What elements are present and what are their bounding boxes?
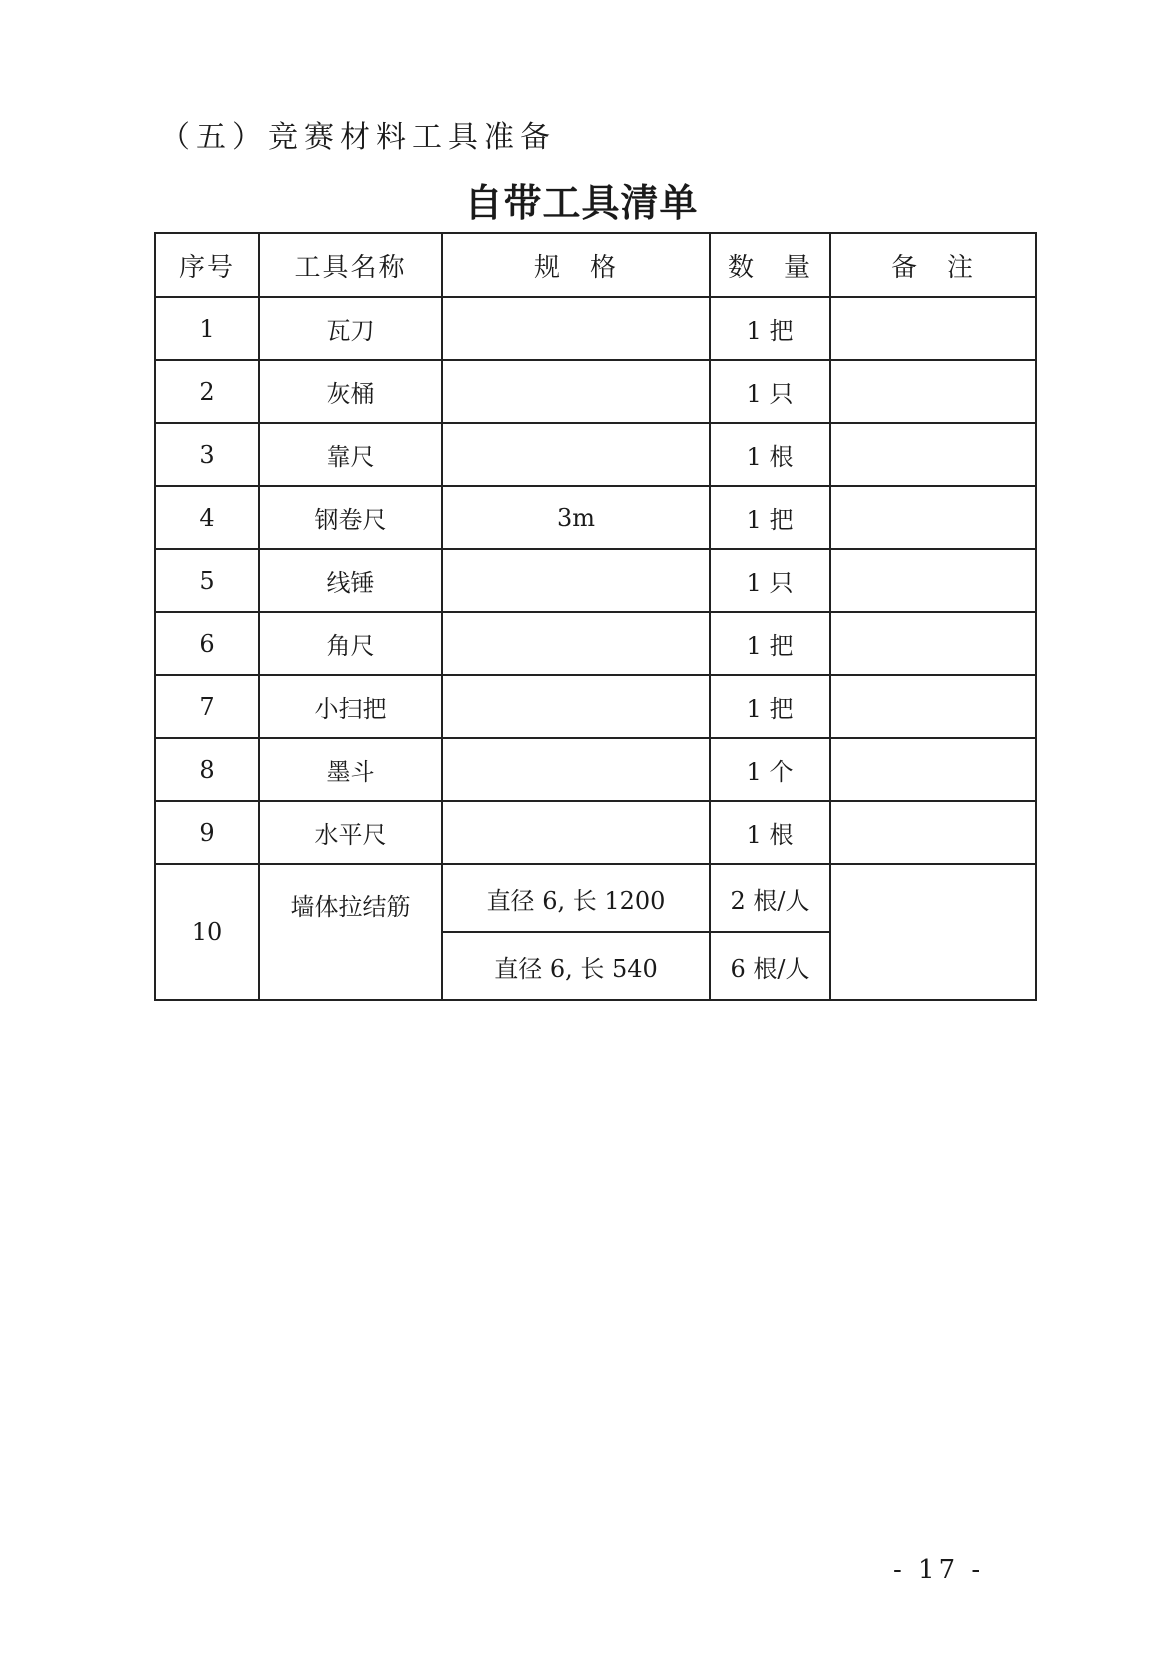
table-row	[155, 486, 1036, 549]
cell-quantity: 1 把	[710, 675, 830, 738]
table-title: 自带工具清单	[464, 181, 699, 225]
cell-tool-name: 靠尺	[259, 423, 442, 486]
cell-spec	[442, 675, 710, 738]
cell-number: 2	[155, 360, 259, 423]
cell-quantity: 6 根/人	[710, 932, 830, 1000]
cell-quantity: 1 根	[710, 801, 830, 864]
cell-spec	[442, 360, 710, 423]
cell-remark	[830, 360, 1036, 423]
cell-quantity: 1 只	[710, 360, 830, 423]
table-header-row	[155, 233, 1036, 297]
cell-quantity: 1 把	[710, 612, 830, 675]
cell-spec: 直径 6, 长 1200	[442, 864, 710, 932]
cell-number: 4	[155, 486, 259, 549]
cell-quantity: 1 根	[710, 423, 830, 486]
cell-tool-name: 墙体拉结筋	[259, 864, 442, 1000]
cell-number: 9	[155, 801, 259, 864]
cell-remark	[830, 675, 1036, 738]
cell-remark	[830, 486, 1036, 549]
header-quantity: 数 量	[710, 233, 830, 297]
cell-spec	[442, 801, 710, 864]
cell-spec: 3m	[442, 486, 710, 549]
table-row	[155, 801, 1036, 864]
table-row	[155, 864, 1036, 932]
cell-number: 7	[155, 675, 259, 738]
cell-number: 6	[155, 612, 259, 675]
header-remark: 备 注	[830, 233, 1036, 297]
cell-quantity: 2 根/人	[710, 864, 830, 932]
table-row	[155, 360, 1036, 423]
cell-remark	[830, 864, 1036, 1000]
cell-quantity: 1 只	[710, 549, 830, 612]
cell-number: 8	[155, 738, 259, 801]
table-row	[155, 675, 1036, 738]
cell-tool-name: 墨斗	[259, 738, 442, 801]
cell-quantity: 1 把	[710, 486, 830, 549]
cell-spec	[442, 423, 710, 486]
cell-spec	[442, 549, 710, 612]
cell-tool-name: 角尺	[259, 612, 442, 675]
cell-spec: 直径 6, 长 540	[442, 932, 710, 1000]
cell-remark	[830, 297, 1036, 360]
cell-tool-name: 小扫把	[259, 675, 442, 738]
table-row	[155, 612, 1036, 675]
header-number: 序号	[155, 233, 259, 297]
cell-spec	[442, 738, 710, 801]
cell-tool-name: 钢卷尺	[259, 486, 442, 549]
cell-spec	[442, 297, 710, 360]
table-row	[155, 738, 1036, 801]
cell-number: 1	[155, 297, 259, 360]
cell-quantity: 1 个	[710, 738, 830, 801]
cell-remark	[830, 738, 1036, 801]
cell-number: 5	[155, 549, 259, 612]
cell-spec	[442, 612, 710, 675]
table-row	[155, 549, 1036, 612]
cell-number: 10	[155, 864, 259, 1000]
cell-remark	[830, 549, 1036, 612]
cell-remark	[830, 612, 1036, 675]
cell-tool-name: 灰桶	[259, 360, 442, 423]
page-number: - 17 -	[893, 1555, 985, 1585]
header-tool-name: 工具名称	[259, 233, 442, 297]
cell-tool-name: 线锤	[259, 549, 442, 612]
table-row	[155, 423, 1036, 486]
cell-tool-name: 水平尺	[259, 801, 442, 864]
table-row	[155, 297, 1036, 360]
cell-tool-name: 瓦刀	[259, 297, 442, 360]
section-heading: （五）竞赛材料工具准备	[160, 120, 556, 155]
header-spec: 规 格	[442, 233, 710, 297]
cell-quantity: 1 把	[710, 297, 830, 360]
cell-remark	[830, 423, 1036, 486]
cell-number: 3	[155, 423, 259, 486]
cell-remark	[830, 801, 1036, 864]
tool-list-table	[154, 232, 1037, 1001]
